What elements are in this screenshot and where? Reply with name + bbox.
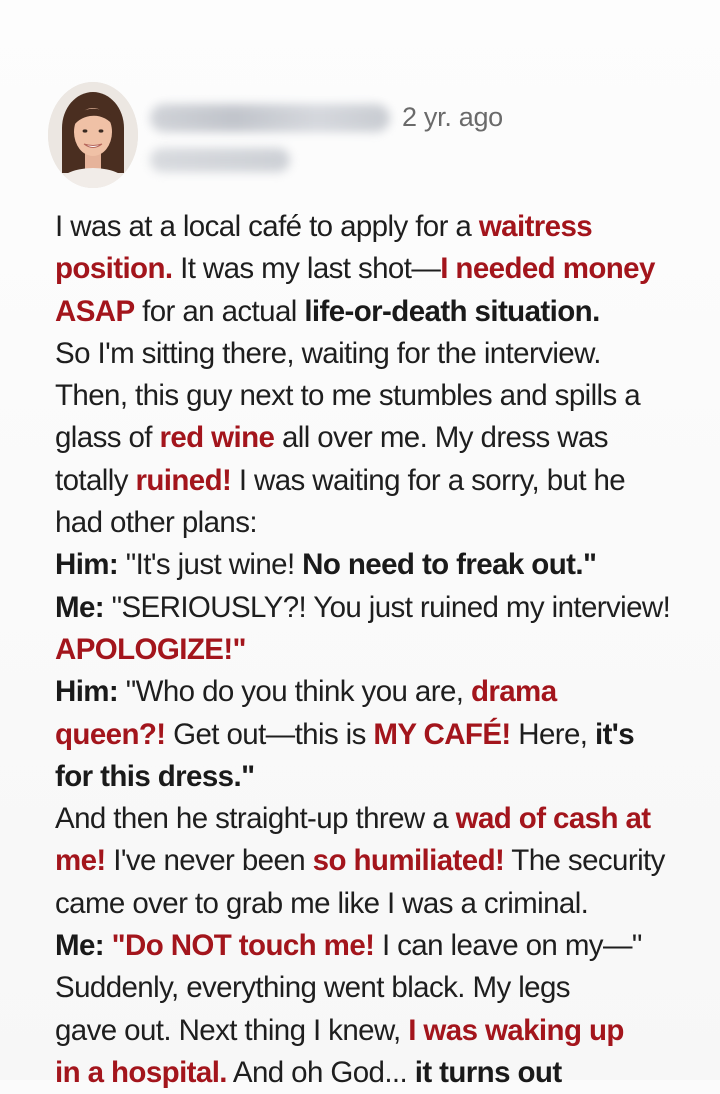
avatar-portrait-icon — [48, 82, 138, 188]
body-text: for an actual — [134, 294, 305, 328]
bold-text: Him: — [55, 548, 119, 582]
story-line — [55, 544, 720, 586]
highlight-red-text: drama — [470, 675, 557, 709]
post-timestamp: 2 yr. ago — [402, 102, 503, 132]
bold-text: for this dress." — [55, 759, 255, 793]
bold-text: it's — [594, 717, 635, 751]
story-line — [55, 1052, 720, 1094]
body-text: I was at a local café to apply for a — [55, 210, 479, 243]
story-line — [55, 883, 720, 925]
body-text — [104, 929, 112, 962]
body-text: So I'm sitting there, waiting for the interview. — [55, 336, 601, 370]
story-line — [55, 840, 720, 882]
story-line — [55, 756, 720, 798]
highlight-red-text: ASAP — [55, 294, 135, 328]
story-line — [55, 1010, 720, 1052]
body-text: had other plans: — [55, 506, 257, 540]
story-line — [55, 671, 720, 713]
highlight-red-text: so humiliated! — [312, 844, 505, 878]
body-text: Here, — [510, 717, 595, 751]
body-text: I've never been — [105, 844, 313, 878]
story-line — [55, 333, 720, 375]
byline-blurred — [150, 148, 290, 172]
story-line — [55, 967, 720, 1009]
bold-text: Him: — [55, 675, 119, 709]
highlight-red-text: ruined! — [135, 463, 232, 497]
story-line — [55, 417, 720, 459]
bold-text: No need to freak out." — [302, 548, 597, 582]
body-text: "Who do you think you are, — [118, 675, 471, 709]
body-text: The security — [504, 844, 665, 878]
body-text: all over me. My dress was — [274, 421, 608, 455]
story-line — [55, 587, 720, 629]
highlight-red-text: wad of cash at — [455, 802, 651, 836]
highlight-red-text: MY CAFÉ! — [373, 717, 511, 751]
body-text: glass of — [55, 421, 160, 455]
story-line — [55, 291, 720, 333]
highlight-red-text: me! — [55, 844, 106, 878]
story-line — [55, 925, 720, 967]
body-text: totally — [55, 463, 136, 497]
story-line — [55, 206, 720, 248]
story-text — [55, 206, 720, 1094]
highlight-red-text: APOLOGIZE!" — [55, 632, 246, 666]
highlight-red-text: I was waking up — [408, 1013, 624, 1047]
body-text: came over to grab me like I was a criminal. — [55, 886, 589, 920]
username-blurred[interactable] — [150, 104, 390, 132]
body-text: "It's just wine! — [118, 548, 303, 582]
story-line — [55, 502, 720, 544]
highlight-red-text: "Do NOT touch me! — [111, 929, 375, 963]
body-text: gave out. Next thing I knew, — [55, 1013, 409, 1047]
body-text: "SERIOUSLY?! You just ruined my interview! — [104, 590, 671, 624]
highlight-red-text: position. — [55, 252, 173, 286]
bold-text: Me: — [55, 590, 105, 624]
body-text: I was waiting for a sorry, but he — [231, 463, 626, 497]
body-text: And oh God... — [226, 1055, 415, 1089]
body-text: Then, this guy next to me stumbles and spills a — [55, 379, 641, 413]
body-text: It was my last shot— — [172, 252, 441, 286]
highlight-red-text: waitress — [478, 210, 593, 243]
bold-text: it turns out — [414, 1055, 562, 1089]
story-line — [55, 375, 720, 417]
body-text: And then he straight-up threw a — [55, 802, 456, 836]
story-line — [55, 460, 720, 502]
highlight-red-text: in a hospital. — [55, 1055, 227, 1089]
bold-text: Me: — [55, 929, 105, 963]
story-line — [55, 629, 720, 671]
story-line — [55, 798, 720, 840]
story-line — [55, 714, 720, 756]
highlight-red-text: I needed money — [440, 252, 655, 286]
body-text: Suddenly, everything went black. My legs — [55, 971, 570, 1005]
avatar[interactable] — [48, 82, 138, 188]
highlight-red-text: queen?! — [55, 717, 166, 751]
story-line — [55, 248, 720, 290]
body-text: Get out—this is — [165, 717, 374, 751]
highlight-red-text: red wine — [159, 421, 275, 455]
body-text: I can leave on my—" — [374, 929, 642, 963]
bold-text: life-or-death situation. — [304, 294, 600, 328]
